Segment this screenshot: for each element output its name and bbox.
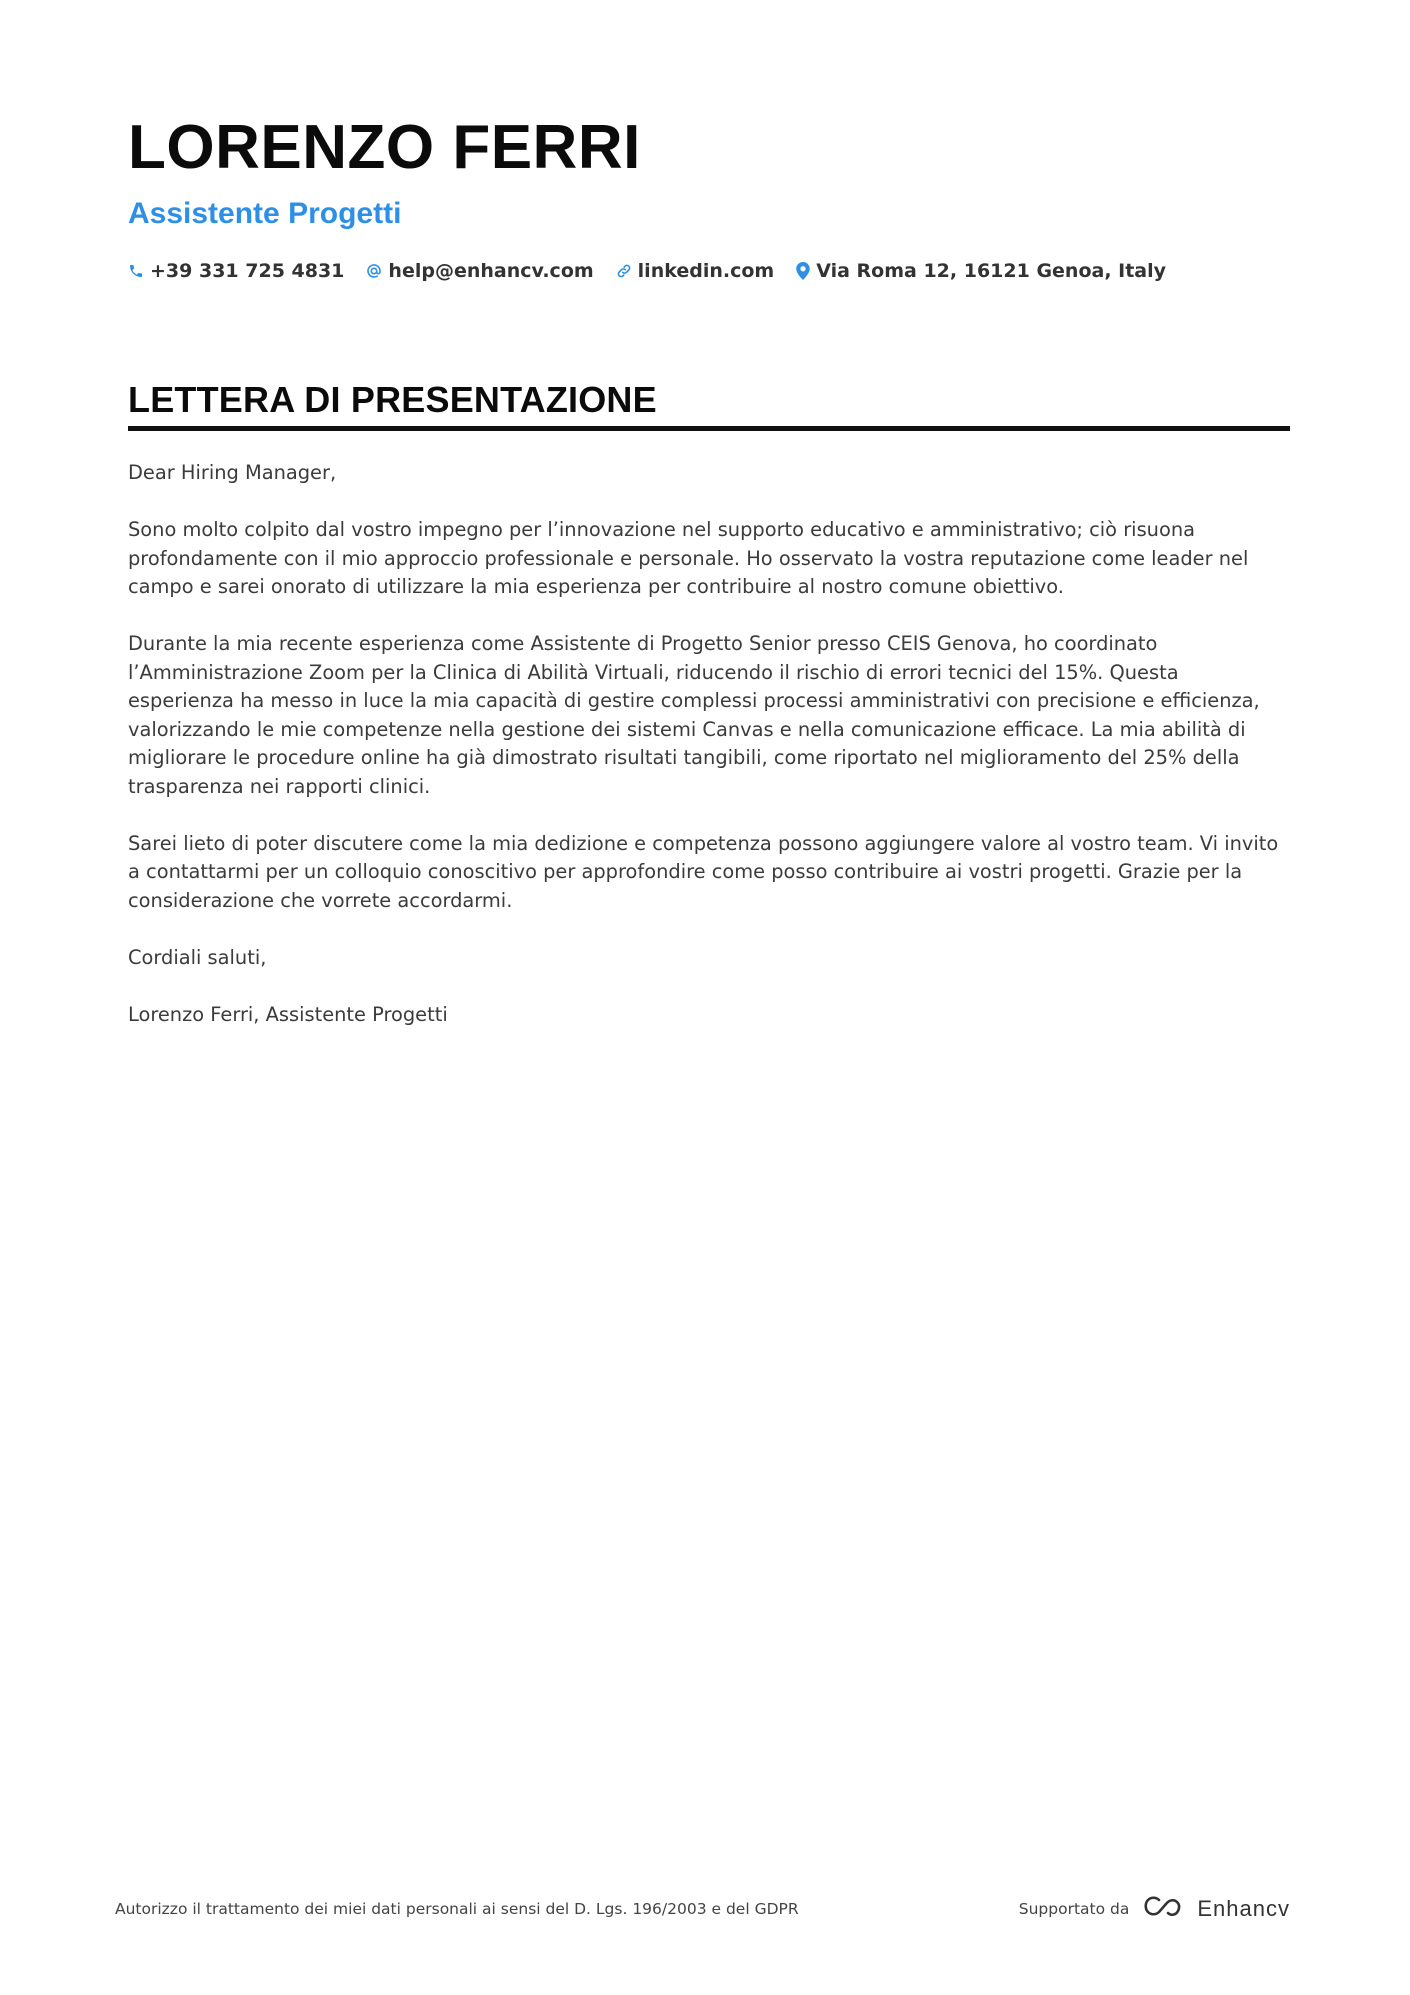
letter-paragraph: Sono molto colpito dal vostro impegno per l’innovazione nel supporto educativo e amministrativo; ciò risuona profondamente con il mio approccio professionale e personale. Ho osservato la vostra reputazione come leader nel campo e sarei onorato di utilizzare la mia esperienza per contribuire al nostro comune obiettivo.: [128, 518, 1249, 598]
letter-paragraph: Sarei lieto di poter discutere come la mia dedizione e competenza possono aggiungere valore al vostro team. Vi invito a contattarmi per un colloquio conoscitivo per approfondire come posso contribuire ai vostri progetti. Grazie per la considerazione che vorrete accordarmi.: [128, 831, 1279, 912]
candidate-name: LORENZO FERRI: [128, 113, 641, 182]
enhancv-brand-name: Enhancv: [1197, 1896, 1290, 1921]
contact-linkedin-text: linkedin.com: [637, 260, 775, 282]
enhancv-brand: [1141, 1893, 1290, 1925]
contact-bar: [128, 260, 1290, 282]
contact-email[interactable]: [366, 260, 593, 282]
letter-closing: Cordiali saluti,: [128, 945, 267, 969]
page-footer: [115, 1893, 1290, 1925]
contact-phone: [128, 260, 344, 282]
enhancv-logo-icon: [1141, 1893, 1187, 1925]
contact-address: [796, 260, 1166, 282]
powered-by[interactable]: [1019, 1893, 1290, 1925]
letter-body: [128, 459, 1290, 1029]
powered-by-label: Supportato da: [1018, 1900, 1130, 1918]
candidate-role: Assistente Progetti: [128, 197, 402, 230]
letter-paragraph: Durante la mia recente esperienza come Assistente di Progetto Senior presso CEIS Genova, ho coordinato l’Amministrazione Zoom per la Clinica di Abilità Virtuali, riducendo il rischio di errori tecnici del 15%. Questa esperienza ha messo in luce la mia capacità di gestire complessi processi amministrativi con precisione e efficienza, valorizzando le mie competenze nella gestione dei sistemi Canvas e nella comunicazione efficace. La mia abilità di migliorare le procedure online ha già dimostrato risultati tangibili, come riportato nel miglioramento del 25% della trasparenza nei rapporti clinici.: [128, 632, 1260, 798]
section-title: LETTERA DI PRESENTAZIONE: [128, 378, 1290, 431]
letter-greeting: Dear Hiring Manager,: [128, 461, 337, 484]
privacy-note: Autorizzo il trattamento dei miei dati personali ai sensi del D. Lgs. 196/2003 e del GDPR: [115, 1900, 799, 1918]
cover-letter-page: [128, 110, 1290, 1058]
phone-icon: [128, 263, 144, 279]
contact-email-text: help@enhancv.com: [388, 260, 594, 282]
link-icon: [616, 263, 632, 279]
contact-linkedin[interactable]: [616, 260, 775, 282]
location-pin-icon: [796, 262, 810, 280]
letter-signature: Lorenzo Ferri, Assistente Progetti: [128, 1002, 448, 1026]
contact-address-text: Via Roma 12, 16121 Genoa, Italy: [816, 260, 1167, 282]
contact-phone-text: +39 331 725 4831: [150, 260, 345, 282]
at-icon: [366, 263, 382, 279]
